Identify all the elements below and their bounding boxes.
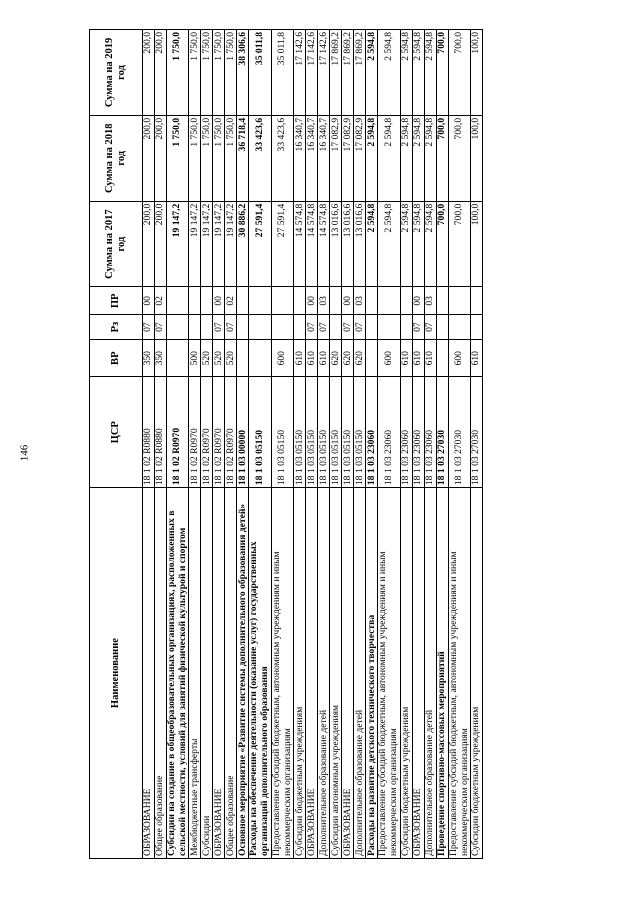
cell-rz: 07	[306, 315, 318, 340]
cell-pr	[271, 287, 293, 315]
cell-2019: 38 306,6	[237, 30, 249, 116]
cell-2019: 17 142,6	[294, 30, 306, 116]
cell-csr: 18 1 03 27030	[436, 377, 448, 488]
cell-csr: 18 1 03 05150	[354, 377, 366, 488]
cell-2019: 17 869,2	[354, 30, 366, 116]
cell-2018: 1 750,0	[201, 115, 213, 201]
table-row	[318, 30, 330, 859]
cell-name: Субсидии бюджетным учреждениям	[400, 488, 412, 859]
cell-2019: 1 750,0	[201, 30, 213, 116]
cell-csr: 18 1 03 05150	[249, 377, 271, 488]
header-2017: Сумма на 2017 год	[90, 201, 143, 287]
table-row	[189, 30, 201, 859]
cell-vr: 350	[143, 340, 155, 377]
cell-pr	[330, 287, 342, 315]
cell-pr: 00	[143, 287, 155, 315]
cell-pr	[366, 287, 378, 315]
cell-2018: 700,0	[436, 115, 448, 201]
cell-2017: 14 574,8	[318, 201, 330, 287]
table-row	[471, 30, 483, 859]
cell-2018: 200,0	[155, 115, 167, 201]
table-row	[412, 30, 424, 859]
cell-2017: 14 574,8	[306, 201, 318, 287]
cell-rz	[471, 315, 483, 340]
cell-name: Субсидии автономным учреждениям	[330, 488, 342, 859]
cell-2017: 2 594,8	[412, 201, 424, 287]
header-pr: ПР	[90, 287, 143, 315]
page-number-text: 146	[18, 444, 30, 461]
cell-2017: 2 594,8	[366, 201, 378, 287]
cell-rz: 07	[318, 315, 330, 340]
cell-csr: 18 1 03 23060	[400, 377, 412, 488]
cell-name: Субсидии	[201, 488, 213, 859]
table-row	[249, 30, 271, 859]
cell-2019: 17 869,2	[342, 30, 354, 116]
cell-2019: 100,0	[471, 30, 483, 116]
cell-2017: 19 147,2	[225, 201, 237, 287]
cell-vr: 520	[201, 340, 213, 377]
cell-vr: 610	[400, 340, 412, 377]
cell-csr: 18 1 02 R0970	[225, 377, 237, 488]
cell-vr: 600	[378, 340, 400, 377]
cell-name: Субсидии на создание в общеобразовательных организациях, расположенных в сельской местности, условий для занятий физической культурой и спортом	[167, 488, 189, 859]
cell-2019: 1 750,0	[213, 30, 225, 116]
cell-csr: 18 1 02 R0970	[167, 377, 189, 488]
cell-rz	[189, 315, 201, 340]
cell-name: Дополнительное образование детей	[424, 488, 436, 859]
cell-rz	[237, 315, 249, 340]
cell-pr: 00	[412, 287, 424, 315]
cell-vr: 600	[448, 340, 470, 377]
cell-csr: 18 1 03 05150	[330, 377, 342, 488]
cell-2018: 2 594,8	[378, 115, 400, 201]
rotated-table-container	[89, 29, 628, 859]
cell-2017: 2 594,8	[400, 201, 412, 287]
cell-vr: 520	[225, 340, 237, 377]
cell-csr: 18 1 02 R0970	[213, 377, 225, 488]
cell-vr: 620	[342, 340, 354, 377]
cell-csr: 18 1 03 23060	[424, 377, 436, 488]
table-row	[201, 30, 213, 859]
cell-rz	[400, 315, 412, 340]
cell-name: Дополнительное образование детей	[318, 488, 330, 859]
cell-2017: 13 016,6	[330, 201, 342, 287]
cell-2019: 700,0	[436, 30, 448, 116]
cell-name: ОБРАЗОВАНИЕ	[213, 488, 225, 859]
cell-rz	[294, 315, 306, 340]
cell-csr: 18 1 03 23060	[366, 377, 378, 488]
cell-2019: 17 142,6	[318, 30, 330, 116]
cell-pr	[471, 287, 483, 315]
cell-vr	[167, 340, 189, 377]
cell-pr	[167, 287, 189, 315]
cell-pr	[201, 287, 213, 315]
cell-name: Дополнительное образование детей	[354, 488, 366, 859]
cell-2018: 1 750,0	[213, 115, 225, 201]
cell-2018: 2 594,8	[400, 115, 412, 201]
cell-2019: 2 594,8	[366, 30, 378, 116]
cell-2019: 1 750,0	[225, 30, 237, 116]
cell-pr	[237, 287, 249, 315]
cell-pr	[294, 287, 306, 315]
cell-rz: 07	[143, 315, 155, 340]
cell-vr	[366, 340, 378, 377]
cell-csr: 18 1 02 R0880	[143, 377, 155, 488]
cell-pr	[189, 287, 201, 315]
cell-vr: 610	[412, 340, 424, 377]
cell-rz	[201, 315, 213, 340]
cell-csr: 18 1 03 27030	[448, 377, 470, 488]
table-row	[237, 30, 249, 859]
cell-pr	[448, 287, 470, 315]
cell-2017: 700,0	[436, 201, 448, 287]
cell-2018: 2 594,8	[424, 115, 436, 201]
table-row	[448, 30, 470, 859]
cell-2017: 200,0	[143, 201, 155, 287]
cell-2019: 1 750,0	[189, 30, 201, 116]
cell-name: ОБРАЗОВАНИЕ	[306, 488, 318, 859]
cell-name: Расходы на развитие детского технического творчества	[366, 488, 378, 859]
cell-rz	[366, 315, 378, 340]
cell-name: Предоставление субсидий бюджетным, автономным учреждениям и иным некоммерческим организациям	[448, 488, 470, 859]
rotated-table-area	[89, 29, 628, 859]
table-row	[378, 30, 400, 859]
cell-2017: 13 016,6	[354, 201, 366, 287]
cell-pr: 00	[342, 287, 354, 315]
cell-2019: 200,0	[143, 30, 155, 116]
cell-2018: 100,0	[471, 115, 483, 201]
table-row	[400, 30, 412, 859]
cell-vr	[249, 340, 271, 377]
cell-rz: 07	[342, 315, 354, 340]
cell-2017: 13 016,6	[342, 201, 354, 287]
cell-csr: 18 1 02 R0970	[201, 377, 213, 488]
table-row	[155, 30, 167, 859]
cell-vr: 620	[354, 340, 366, 377]
table-row	[436, 30, 448, 859]
cell-vr	[436, 340, 448, 377]
cell-2017: 27 591,4	[249, 201, 271, 287]
cell-name: ОБРАЗОВАНИЕ	[143, 488, 155, 859]
table-row	[225, 30, 237, 859]
cell-2018: 1 750,0	[189, 115, 201, 201]
cell-rz	[167, 315, 189, 340]
cell-vr: 600	[271, 340, 293, 377]
cell-rz	[436, 315, 448, 340]
cell-name: Субсидии бюджетным учреждениям	[294, 488, 306, 859]
cell-pr: 03	[318, 287, 330, 315]
cell-csr: 18 1 03 05150	[271, 377, 293, 488]
cell-2019: 2 594,8	[378, 30, 400, 116]
cell-2019: 2 594,8	[424, 30, 436, 116]
cell-rz: 07	[155, 315, 167, 340]
cell-vr: 350	[155, 340, 167, 377]
cell-vr: 500	[189, 340, 201, 377]
page-number	[0, 0, 48, 905]
cell-2018: 17 082,9	[354, 115, 366, 201]
cell-2018: 17 082,9	[330, 115, 342, 201]
cell-rz	[271, 315, 293, 340]
cell-name: Основное мероприятие «Развитие системы дополнительного образования детей»	[237, 488, 249, 859]
cell-csr: 18 1 03 23060	[378, 377, 400, 488]
cell-name: ОБРАЗОВАНИЕ	[342, 488, 354, 859]
cell-2018: 17 082,9	[342, 115, 354, 201]
table-row	[342, 30, 354, 859]
cell-name: Общее образование	[155, 488, 167, 859]
cell-2017: 2 594,8	[424, 201, 436, 287]
cell-2018: 16 340,7	[294, 115, 306, 201]
cell-name: Общее образование	[225, 488, 237, 859]
cell-2018: 200,0	[143, 115, 155, 201]
cell-2018: 1 750,0	[167, 115, 189, 201]
cell-name: Предоставление субсидий бюджетным, автономным учреждениям и иным некоммерческим организациям	[378, 488, 400, 859]
table-row	[330, 30, 342, 859]
cell-csr: 18 1 03 23060	[412, 377, 424, 488]
cell-2018: 36 718,4	[237, 115, 249, 201]
header-row	[90, 30, 143, 859]
cell-2019: 700,0	[448, 30, 470, 116]
cell-2017: 700,0	[448, 201, 470, 287]
cell-2018: 33 423,6	[271, 115, 293, 201]
cell-vr	[237, 340, 249, 377]
cell-rz: 07	[412, 315, 424, 340]
cell-csr: 18 1 03 05150	[306, 377, 318, 488]
table-row	[143, 30, 155, 859]
cell-2019: 35 011,8	[249, 30, 271, 116]
table-body	[143, 30, 483, 859]
cell-2018: 33 423,6	[249, 115, 271, 201]
cell-name: Межбюджетные трансферты	[189, 488, 201, 859]
cell-vr: 620	[330, 340, 342, 377]
cell-2019: 35 011,8	[271, 30, 293, 116]
header-name: Наименование	[90, 488, 143, 859]
cell-vr: 610	[306, 340, 318, 377]
cell-name: Предоставление субсидий бюджетным, автономным учреждениям и иным некоммерческим организациям	[271, 488, 293, 859]
table-row	[306, 30, 318, 859]
cell-pr: 00	[213, 287, 225, 315]
cell-2019: 2 594,8	[400, 30, 412, 116]
cell-2017: 19 147,2	[189, 201, 201, 287]
cell-2019: 1 750,0	[167, 30, 189, 116]
table-row	[354, 30, 366, 859]
cell-2019: 200,0	[155, 30, 167, 116]
cell-2018: 2 594,8	[412, 115, 424, 201]
cell-csr: 18 1 03 05150	[318, 377, 330, 488]
header-vr: ВР	[90, 340, 143, 377]
table-row	[271, 30, 293, 859]
cell-2017: 27 591,4	[271, 201, 293, 287]
cell-vr: 610	[471, 340, 483, 377]
cell-vr: 610	[294, 340, 306, 377]
cell-csr: 18 1 03 00000	[237, 377, 249, 488]
cell-pr	[436, 287, 448, 315]
cell-pr	[378, 287, 400, 315]
cell-2017: 19 147,2	[167, 201, 189, 287]
cell-pr: 03	[354, 287, 366, 315]
cell-2018: 16 340,7	[318, 115, 330, 201]
cell-2018: 700,0	[448, 115, 470, 201]
cell-2019: 17 869,2	[330, 30, 342, 116]
header-2019: Сумма на 2019 год	[90, 30, 143, 116]
cell-pr	[400, 287, 412, 315]
cell-2017: 19 147,2	[213, 201, 225, 287]
cell-pr: 00	[306, 287, 318, 315]
cell-2019: 2 594,8	[412, 30, 424, 116]
cell-pr	[249, 287, 271, 315]
cell-rz: 07	[213, 315, 225, 340]
header-2018: Сумма на 2018 год	[90, 115, 143, 201]
cell-rz	[249, 315, 271, 340]
table-row	[366, 30, 378, 859]
cell-pr: 02	[155, 287, 167, 315]
cell-csr: 18 1 02 R0970	[189, 377, 201, 488]
cell-2017: 200,0	[155, 201, 167, 287]
table-row	[424, 30, 436, 859]
cell-vr: 520	[213, 340, 225, 377]
cell-csr: 18 1 02 R0880	[155, 377, 167, 488]
cell-2017: 30 886,2	[237, 201, 249, 287]
cell-2017: 100,0	[471, 201, 483, 287]
cell-vr: 610	[318, 340, 330, 377]
cell-2018: 2 594,8	[366, 115, 378, 201]
cell-rz: 07	[354, 315, 366, 340]
cell-rz	[330, 315, 342, 340]
cell-name: Расходы на обеспечение деятельности (оказание услуг) государственных организаций дополнительного образования	[249, 488, 271, 859]
cell-csr: 18 1 03 27030	[471, 377, 483, 488]
header-csr: ЦСР	[90, 377, 143, 488]
cell-2017: 14 574,8	[294, 201, 306, 287]
table-row	[294, 30, 306, 859]
budget-table	[89, 29, 483, 859]
cell-2017: 2 594,8	[378, 201, 400, 287]
cell-name: ОБРАЗОВАНИЕ	[412, 488, 424, 859]
cell-csr: 18 1 03 05150	[294, 377, 306, 488]
cell-2017: 19 147,2	[201, 201, 213, 287]
cell-2018: 16 340,7	[306, 115, 318, 201]
cell-vr: 610	[424, 340, 436, 377]
cell-pr: 03	[424, 287, 436, 315]
cell-2018: 1 750,0	[225, 115, 237, 201]
table-row	[167, 30, 189, 859]
cell-2019: 17 142,6	[306, 30, 318, 116]
cell-name: Проведение спортивно-массовых мероприятий	[436, 488, 448, 859]
cell-rz	[378, 315, 400, 340]
header-rz: Рз	[90, 315, 143, 340]
cell-rz: 07	[225, 315, 237, 340]
cell-csr: 18 1 03 05150	[342, 377, 354, 488]
cell-rz	[448, 315, 470, 340]
cell-rz: 07	[424, 315, 436, 340]
cell-name: Субсидии бюджетным учреждениям	[471, 488, 483, 859]
cell-pr: 02	[225, 287, 237, 315]
table-row	[213, 30, 225, 859]
